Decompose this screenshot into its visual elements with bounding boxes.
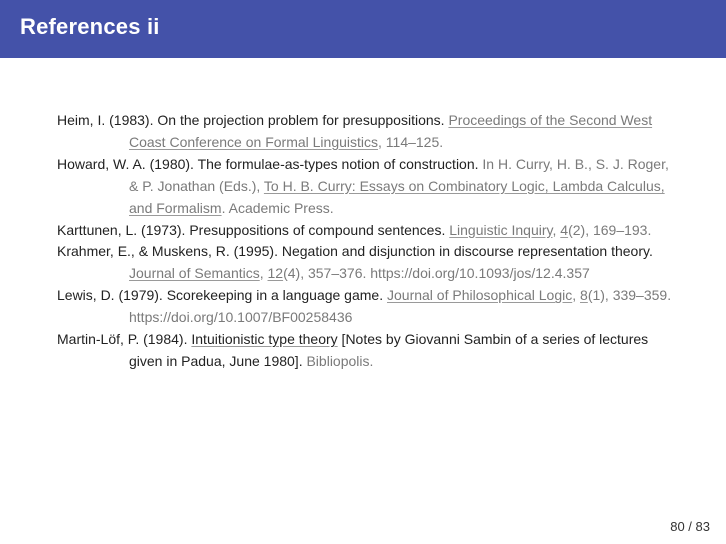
reference-venue-link[interactable]: Linguistic Inquiry bbox=[449, 221, 553, 238]
reference-note: [Notes by Giovanni Sambin of a series of lectures given in Padua, June 1980]. bbox=[129, 331, 649, 369]
reference-author-year: Howard, W. A. (1980). bbox=[57, 155, 198, 172]
reference-pages: , 114–125. bbox=[378, 133, 444, 150]
reference-entry bbox=[57, 110, 677, 154]
reference-separator: , bbox=[259, 265, 268, 282]
reference-venue-link[interactable]: Proceedings of the Second West Coast Conference on Formal Linguistics bbox=[129, 112, 653, 150]
reference-volume-link[interactable]: 4 bbox=[560, 221, 569, 238]
reference-title: Scorekeeping in a language game. bbox=[166, 287, 384, 304]
reference-entry bbox=[57, 329, 677, 373]
reference-entry bbox=[57, 241, 677, 285]
reference-author-year: Krahmer, E., & Muskens, R. (1995). bbox=[57, 243, 282, 260]
reference-editors: In H. Curry, H. B., S. J. Roger, & P. Jonathan (Eds.), bbox=[129, 155, 669, 194]
reference-author-year: Lewis, D. (1979). bbox=[57, 287, 167, 304]
reference-author-year: Martin-Löf, P. (1984). bbox=[57, 331, 192, 348]
reference-title-link[interactable]: Intuitionistic type theory bbox=[191, 331, 338, 348]
reference-volume-link[interactable]: 8 bbox=[580, 287, 588, 304]
reference-publisher: Bibliopolis. bbox=[302, 352, 374, 369]
reference-entry bbox=[57, 285, 677, 329]
reference-title: Presuppositions of compound sentences. bbox=[189, 221, 446, 238]
title-bar bbox=[0, 0, 726, 58]
slide-title: References ii bbox=[20, 14, 160, 39]
reference-separator: , bbox=[552, 221, 561, 238]
reference-pages-doi: (4), 357–376. https://doi.org/10.1093/jos/12.4.357 bbox=[283, 265, 590, 282]
reference-author-year: Heim, I. (1983). bbox=[57, 112, 158, 128]
reference-venue-link[interactable]: Journal of Philosophical Logic bbox=[387, 287, 573, 304]
reference-venue-link[interactable]: To H. B. Curry: Essays on Combinatory Logic, Lambda Calculus, and Formalism bbox=[129, 177, 665, 216]
reference-author-year: Karttunen, L. (1973). bbox=[57, 221, 190, 238]
reference-pages: (2), 169–193. bbox=[568, 221, 652, 238]
reference-volume-link[interactable]: 12 bbox=[267, 265, 284, 282]
page-number: 80 / 83 bbox=[670, 519, 710, 534]
reference-publisher: . Academic Press. bbox=[221, 199, 334, 216]
reference-entry bbox=[57, 220, 677, 242]
reference-title: On the projection problem for presuppositions. bbox=[157, 112, 445, 128]
reference-pages-doi: (1), 339–359. https://doi.org/10.1007/BF00258436 bbox=[129, 287, 672, 326]
reference-venue-link[interactable]: Journal of Semantics bbox=[129, 265, 260, 282]
reference-title: The formulae-as-types notion of construction. bbox=[197, 155, 479, 172]
reference-title: Negation and disjunction in discourse representation theory. bbox=[281, 243, 653, 260]
reference-separator: , bbox=[572, 287, 581, 304]
reference-entry bbox=[57, 154, 677, 220]
reference-list bbox=[57, 110, 677, 373]
